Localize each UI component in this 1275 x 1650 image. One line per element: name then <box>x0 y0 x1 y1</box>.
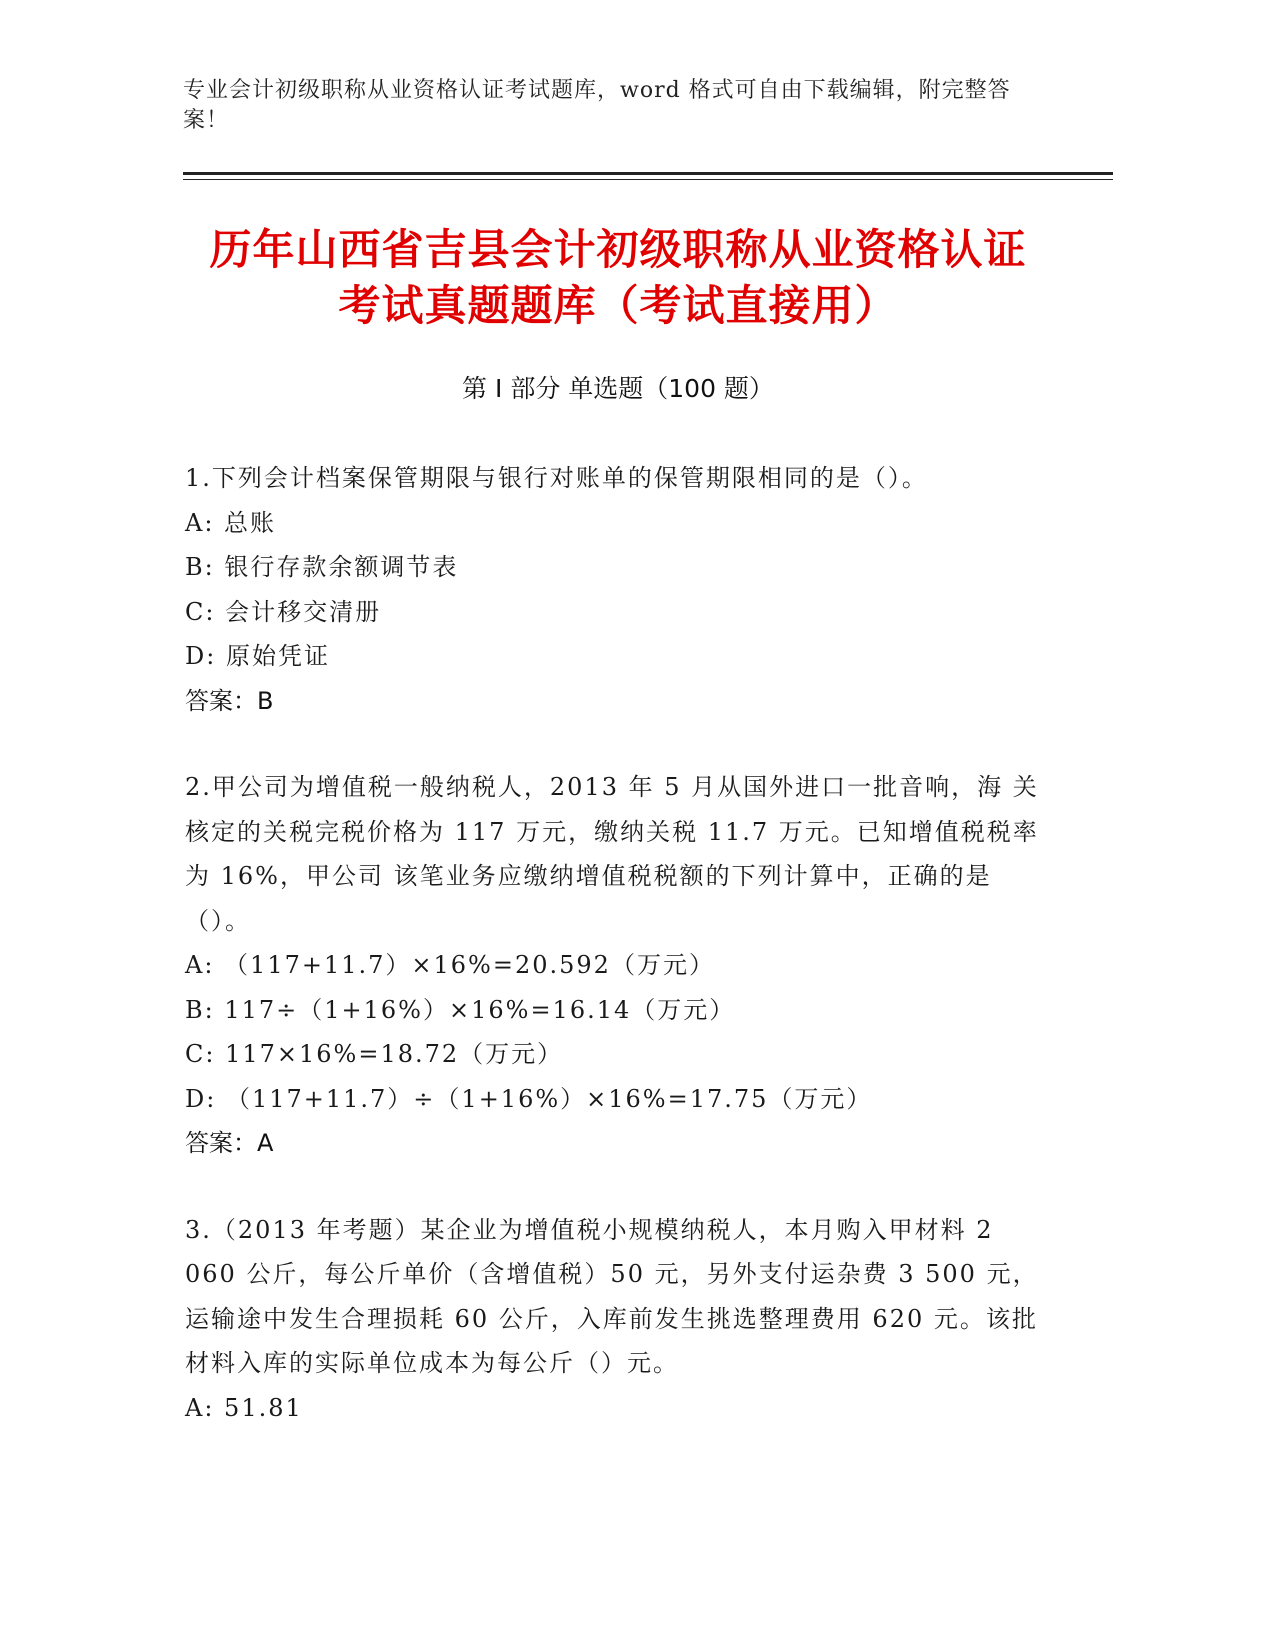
question-stem: 2.甲公司为增值税一般纳税人，2013 年 5 月从国外进口一批音响，海 关核定的关税完税价格为 117 万元，缴纳关税 11.7 万元。已知增值税税率为 16%，甲公司 该笔业务应缴纳增值税税额的下列计算中，正确的是（）。 <box>185 773 1039 935</box>
question-3 <box>185 1208 1045 1431</box>
answer: 答案：A <box>185 1129 274 1157</box>
question-list <box>185 456 1045 1472</box>
header-divider-thin <box>183 179 1113 180</box>
option-a: A: 总账 <box>185 508 277 537</box>
option-b: B: 117÷（1+16%）×16%=16.14（万元） <box>185 995 736 1024</box>
option-a: A: （117+11.7）×16%=20.592（万元） <box>185 951 715 979</box>
question-stem: 1.下列会计档案保管期限与银行对账单的保管期限相同的是（）。 <box>185 464 928 492</box>
document-title <box>183 222 1053 334</box>
title-line-1: 历年山西省吉县会计初级职称从业资格认证 <box>209 225 1027 274</box>
option-b: B: 银行存款余额调节表 <box>185 553 459 581</box>
option-d: D: （117+11.7）÷（1+16%）×16%=17.75（万元） <box>185 1084 873 1113</box>
question-2 <box>185 765 1045 1166</box>
option-d: D: 原始凭证 <box>185 642 330 670</box>
section-title: 第 I 部分 单选题（100 题） <box>462 374 774 403</box>
answer: 答案：B <box>185 686 274 715</box>
option-c: C: 117×16%=18.72（万元） <box>185 1040 564 1068</box>
option-a: A: 51.81 <box>185 1393 303 1422</box>
header-divider-thick <box>183 172 1113 175</box>
title-line-2: 考试真题题库（考试直接用） <box>338 281 898 330</box>
question-1 <box>185 456 1045 723</box>
question-stem: 3.（2013 年考题）某企业为增值税小规模纳税人，本月购入甲材料 2 060 公斤，每公斤单价（含增值税）50 元，另外支付运杂费 3 500 元，运输途中发生合理损耗 60 公斤，入库前发生挑选整理费用 620 元。该批材料入库的实际单位成本为每公斤（）元。 <box>185 1215 1039 1377</box>
header-note: 专业会计初级职称从业资格认证考试题库，word 格式可自由下载编辑，附完整答案！ <box>183 78 1011 133</box>
option-c: C: 会计移交清册 <box>185 597 382 626</box>
